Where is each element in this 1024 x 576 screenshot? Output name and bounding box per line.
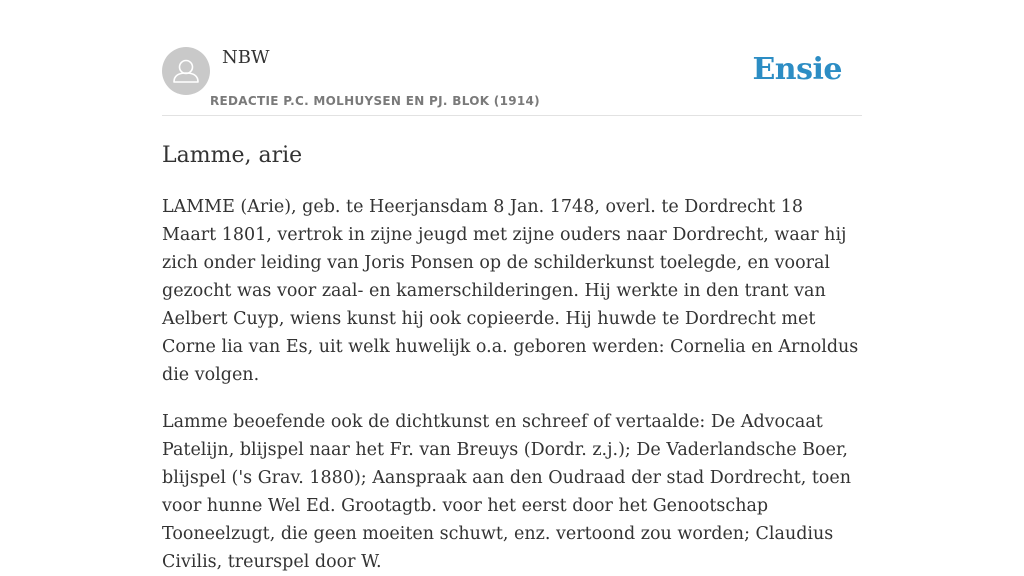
- page-container: [162, 0, 862, 576]
- avatar[interactable]: [162, 47, 210, 95]
- header: [162, 0, 862, 116]
- author-name[interactable]: NBW: [222, 47, 270, 68]
- brand-logo[interactable]: Ensie: [752, 52, 842, 87]
- user-silhouette-icon: [162, 47, 210, 95]
- source-subtitle: REDACTIE P.C. MOLHUYSEN EN PJ. BLOK (1914): [210, 94, 540, 108]
- article-paragraph: Lamme beoefende ook de dichtkunst en schreef of vertaalde: De Advocaat Patelijn, blijspel naar het Fr. van Breuys (Dordr. z.j.); De Vaderlandsche Boer, blijspel ('s Grav. 1880); Aanspraak aan den Oudraad der stad Dordrecht, toen voor hunne Wel Ed. Grootagtb. voor het eerst door het Genootschap Tooneelzugt, die geen moeiten schuwt, enz. vertoond zou worden; Claudius Civilis, treurspel door W.: [162, 412, 852, 572]
- article-paragraph: LAMME (Arie), geb. te Heerjansdam 8 Jan. 1748, overl. te Dordrecht 18 Maart 1801, vertrok in zijne jeugd met zijne ouders naar Dordrecht, waar hij zich onder leiding van Joris Ponsen op de schilderkunst toelegde, en vooral gezocht was voor zaal- en kamerschilderingen. Hij werkte in den trant van Aelbert Cuyp, wiens kunst hij ook copieerde. Hij huwde te Dordrecht met Corne lia van Es, uit welk huwelijk o.a. geboren werden: Cornelia en Arnoldus die volgen.: [162, 197, 859, 385]
- article-title: Lamme, arie: [162, 143, 303, 168]
